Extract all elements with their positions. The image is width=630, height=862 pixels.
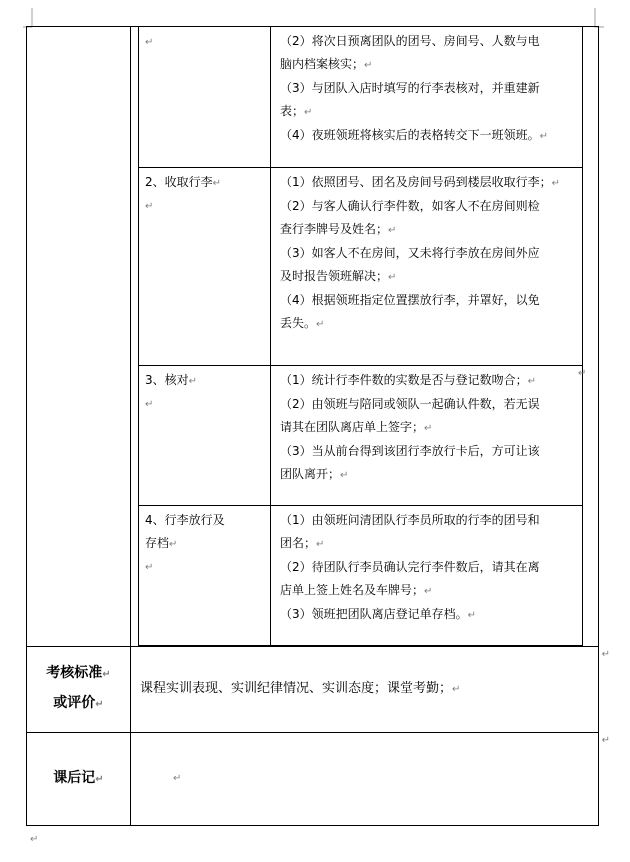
paragraph-mark: ↵	[578, 368, 587, 379]
step-row-continued	[139, 27, 583, 167]
step-row-verify	[139, 365, 583, 505]
evaluation-text: 课程实训表现、实训纪律情况、实训态度；课堂考勤；	[140, 680, 453, 696]
steps-table	[138, 27, 583, 646]
crop-mark-top-right	[594, 8, 604, 28]
step-title-cell: 3、核对↵ ↵	[139, 365, 271, 505]
afterclass-row	[27, 732, 599, 825]
step-title-cell: 4、行李放行及 存档↵ ↵	[139, 505, 271, 645]
paragraph-mark: ↵	[30, 834, 39, 845]
afterclass-label-cell: 课后记↵	[27, 732, 131, 825]
evaluation-label-line2: 或评价	[53, 695, 96, 711]
afterclass-notes-cell[interactable]: ↵ ↵	[131, 732, 599, 825]
lesson-table	[26, 26, 610, 826]
step-detail-cell: （2）将次日预离团队的团号、房间号、人数与电 脑内档案核实；↵ （3）与团队入店时填写的行李表核对，并重建新 表；↵ （4）夜班领班将核实后的表格转交下一班领班。↵	[271, 27, 583, 167]
step-title-cell: ↵	[139, 27, 271, 167]
step-row-collect-luggage	[139, 167, 583, 365]
procedure-label-cell	[27, 27, 131, 647]
crop-mark-top-left	[23, 8, 33, 28]
evaluation-row	[27, 646, 599, 732]
procedure-row	[27, 27, 599, 647]
evaluation-content-cell: 课程实训表现、实训纪律情况、实训态度；课堂考勤；↵ ↵	[131, 646, 599, 732]
step-detail-cell: （1）依照团号、团名及房间号码到楼层收取行李；↵ （2）与客人确认行李件数，如客人不在房间则检 查行李牌号及姓名；↵ （3）如客人不在房间，又未将行李放在房间外应 及时报告领班解决；↵ （4）根据领班指定位置摆放行李，并罩好，以免 丢失。↵	[271, 167, 583, 365]
afterclass-label: 课后记	[53, 769, 96, 786]
step-title-cell: 2、收取行李↵ ↵	[139, 167, 271, 365]
evaluation-label-cell: 考核标准↵ 或评价↵	[27, 646, 131, 732]
step-detail-cell: （1）统计行李件数的实数是否与登记数吻合；↵ （2）由领班与陪同或领队一起确认件数，若无误 请其在团队离店单上签字；↵ （3）当从前台得到该团行李放行卡后，方可让该 团队离开；↵	[271, 365, 583, 505]
step-detail-cell: （1）由领班问清团队行李员所取的行李的团号和 团名；↵ （2）待团队行李员确认完行李件数后，请其在离 店单上签上姓名及车牌号；↵ （3）领班把团队离店登记单存档。↵	[271, 505, 583, 645]
evaluation-label-line1: 考核标准	[46, 665, 103, 681]
procedure-content-cell	[131, 27, 599, 647]
step-row-release-archive	[139, 505, 583, 645]
